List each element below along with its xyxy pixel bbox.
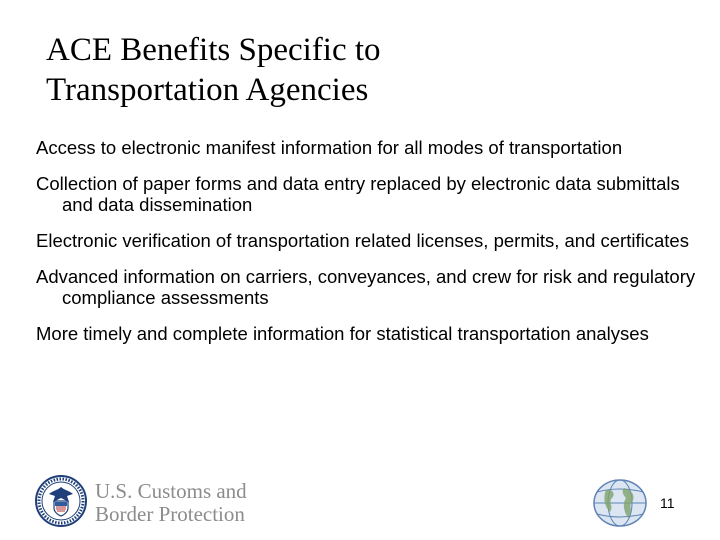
bullet-item: More timely and complete information for statistical transportation analyses	[36, 323, 649, 344]
bullet-item: Access to electronic manifest information for all modes of transportation	[36, 137, 623, 158]
bullet-item: Electronic verification of transportation related licenses, permits, and certificates	[36, 230, 689, 251]
page-number: 11	[660, 495, 675, 511]
agency-name-line-1: U.S. Customs and	[95, 479, 247, 503]
globe-icon	[592, 478, 648, 528]
dhs-seal-icon	[35, 475, 87, 527]
bullet-list	[36, 137, 696, 359]
agency-name-line-2: Border Protection	[95, 502, 245, 526]
slide-title-line-1: ACE Benefits Specific to	[46, 32, 381, 68]
bullet-item: Advanced information on carriers, conveyances, and crew for risk and regulatory compliance assessments	[36, 266, 696, 308]
slide-title	[46, 30, 686, 110]
agency-name	[95, 480, 247, 526]
bullet-item: Collection of paper forms and data entry replaced by electronic data submittals and data dissemination	[36, 173, 680, 215]
cbp-logo	[35, 475, 295, 527]
slide-title-line-2: Transportation Agencies	[46, 72, 369, 108]
